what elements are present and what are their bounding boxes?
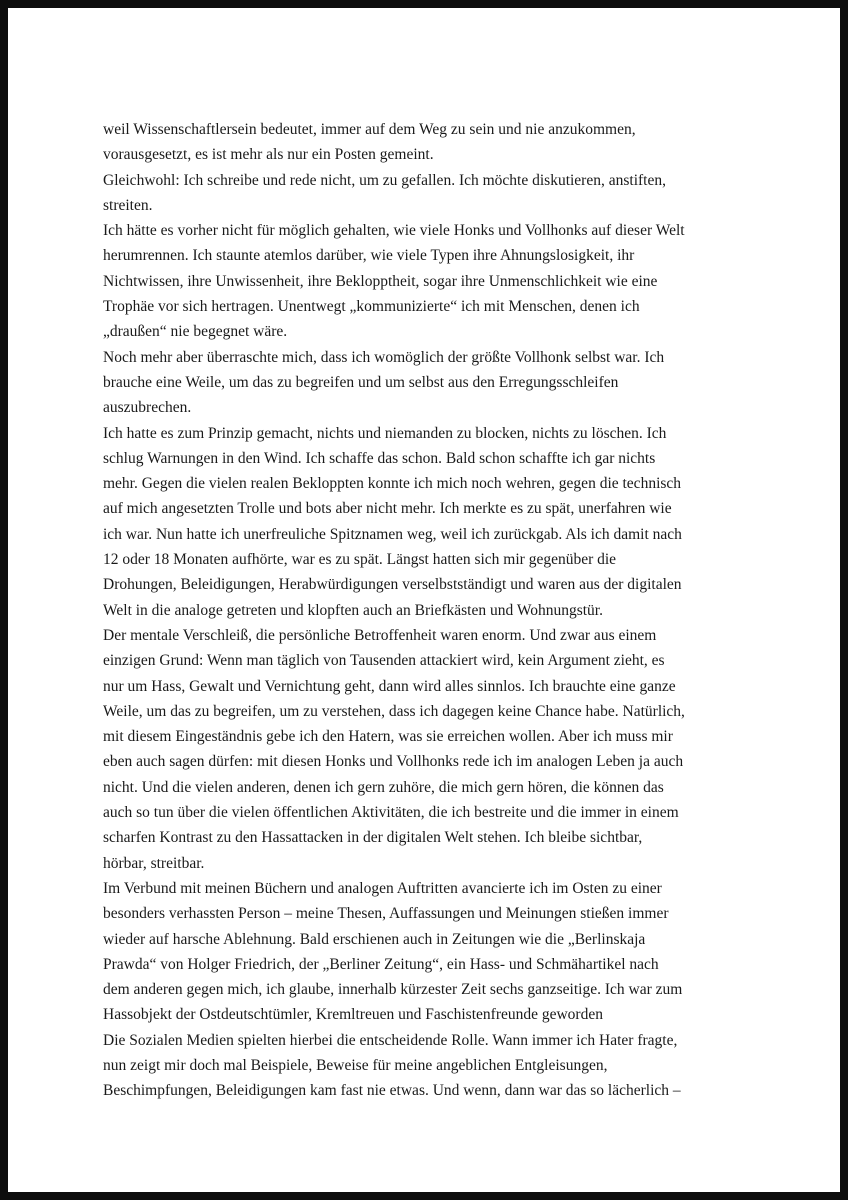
text-line: streiten.	[103, 196, 153, 214]
text-line: auch so tun über die vielen öffentlichen Aktivitäten, die ich bestreite und die immer in einem	[103, 804, 679, 822]
text-line: nicht. Und die vielen anderen, denen ich gern zuhöre, die mich gern hören, die können das	[103, 778, 664, 796]
text-line: Im Verbund mit meinen Büchern und analogen Auftritten avancierte ich im Osten zu einer	[103, 879, 662, 897]
text-line: auf mich angesetzten Trolle und bots aber nicht mehr. Ich merkte es zu spät, unerfahren wie	[103, 500, 672, 518]
text-line: Die Sozialen Medien spielten hierbei die entscheidende Rolle. Wann immer ich Hater fragte,	[103, 1031, 678, 1049]
text-line: besonders verhassten Person – meine Thesen, Auffassungen und Meinungen stießen immer	[103, 905, 669, 923]
text-line: Gleichwohl: Ich schreibe und rede nicht, um zu gefallen. Ich möchte diskutieren, anstiften,	[103, 171, 666, 189]
text-line: weil Wissenschaftlersein bedeutet, immer auf dem Weg zu sein und nie anzukommen,	[103, 121, 636, 138]
text-line: Ich hatte es zum Prinzip gemacht, nichts und niemanden zu blocken, nichts zu löschen. Ich	[103, 424, 667, 442]
text-line: einzigen Grund: Wenn man täglich von Tausenden attackiert wird, kein Argument zieht, es	[103, 652, 665, 670]
text-line: Prawda“ von Holger Friedrich, der „Berliner Zeitung“, ein Hass- und Schmähartikel nach	[103, 955, 659, 973]
text-line: auszubrechen.	[103, 399, 192, 417]
text-line: schlug Warnungen in den Wind. Ich schaffe das schon. Bald schon schaffte ich gar nichts	[103, 449, 656, 467]
text-line: „draußen“ nie begegnet wäre.	[103, 323, 288, 341]
text-line: Noch mehr aber überraschte mich, dass ich womöglich der größte Vollhonk selbst war. Ich	[103, 348, 665, 366]
text-line: Ich hätte es vorher nicht für möglich gehalten, wie viele Honks und Vollhonks auf dieser Welt	[103, 222, 685, 240]
text-line: Trophäe vor sich hertragen. Unentwegt „kommunizierte“ ich mit Menschen, denen ich	[103, 298, 640, 316]
text-line: Drohungen, Beleidigungen, Herabwürdigungen verselbstständigt und waren aus der digitalen	[103, 576, 682, 594]
text-line: Der mentale Verschleiß, die persönliche Betroffenheit waren enorm. Und zwar aus einem	[103, 626, 657, 644]
text-line: ich war. Nun hatte ich unerfreuliche Spitznamen weg, weil ich zurückgab. Als ich damit nach	[103, 525, 682, 543]
document-page	[8, 8, 840, 1192]
text-line: Nichtwissen, ihre Unwissenheit, ihre Beklopptheit, sogar ihre Unmenschlichkeit wie eine	[103, 272, 658, 290]
text-line: Weile, um das zu begreifen, um zu verstehen, dass ich dagegen keine Chance habe. Natürlich,	[103, 702, 685, 720]
text-line: 12 oder 18 Monaten aufhörte, war es zu spät. Längst hatten sich mir gegenüber die	[103, 551, 617, 569]
text-line: wieder auf harsche Ablehnung. Bald erschienen auch in Zeitungen wie die „Berlinskaja	[103, 930, 646, 948]
text-line: eben auch sagen dürfen: mit diesen Honks und Vollhonks rede ich im analogen Leben ja auch	[103, 753, 684, 771]
text-line: nur um Hass, Gewalt und Vernichtung geht, dann wird alles sinnlos. Ich brauchte eine ganze	[103, 677, 676, 695]
text-line: Beschimpfungen, Beleidigungen kam fast nie etwas. Und wenn, dann war das so lächerlich –	[103, 1082, 681, 1100]
text-line: mehr. Gegen die vielen realen Bekloppten konnte ich mich noch wehren, gegen die technisch	[103, 475, 682, 493]
text-line: herumrennen. Ich staunte atemlos darüber, wie viele Typen ihre Ahnungslosigkeit, ihr	[103, 247, 635, 265]
text-line: scharfen Kontrast zu den Hassattacken in der digitalen Welt stehen. Ich bleibe sichtbar,	[103, 829, 643, 847]
text-line: dem anderen gegen mich, ich glaube, innerhalb kürzester Zeit sechs ganzseitige. Ich war zum	[103, 981, 683, 999]
text-line: vorausgesetzt, es ist mehr als nur ein Posten gemeint.	[103, 146, 434, 164]
document-body-text	[103, 117, 753, 1104]
text-line: Welt in die analoge getreten und klopften auch an Briefkästen und Wohnungstür.	[103, 601, 603, 619]
text-line: mit diesem Eingeständnis gebe ich den Hatern, was sie erreichen wollen. Aber ich muss mir	[103, 728, 673, 746]
text-line: Hassobjekt der Ostdeutschtümler, Kremltreuen und Faschistenfreunde geworden	[103, 1006, 603, 1024]
text-line: brauche eine Weile, um das zu begreifen und um selbst aus den Erregungsschleifen	[103, 373, 619, 391]
text-line: nun zeigt mir doch mal Beispiele, Beweise für meine angeblichen Entgleisungen,	[103, 1056, 608, 1074]
text-line: hörbar, streitbar.	[103, 854, 205, 872]
